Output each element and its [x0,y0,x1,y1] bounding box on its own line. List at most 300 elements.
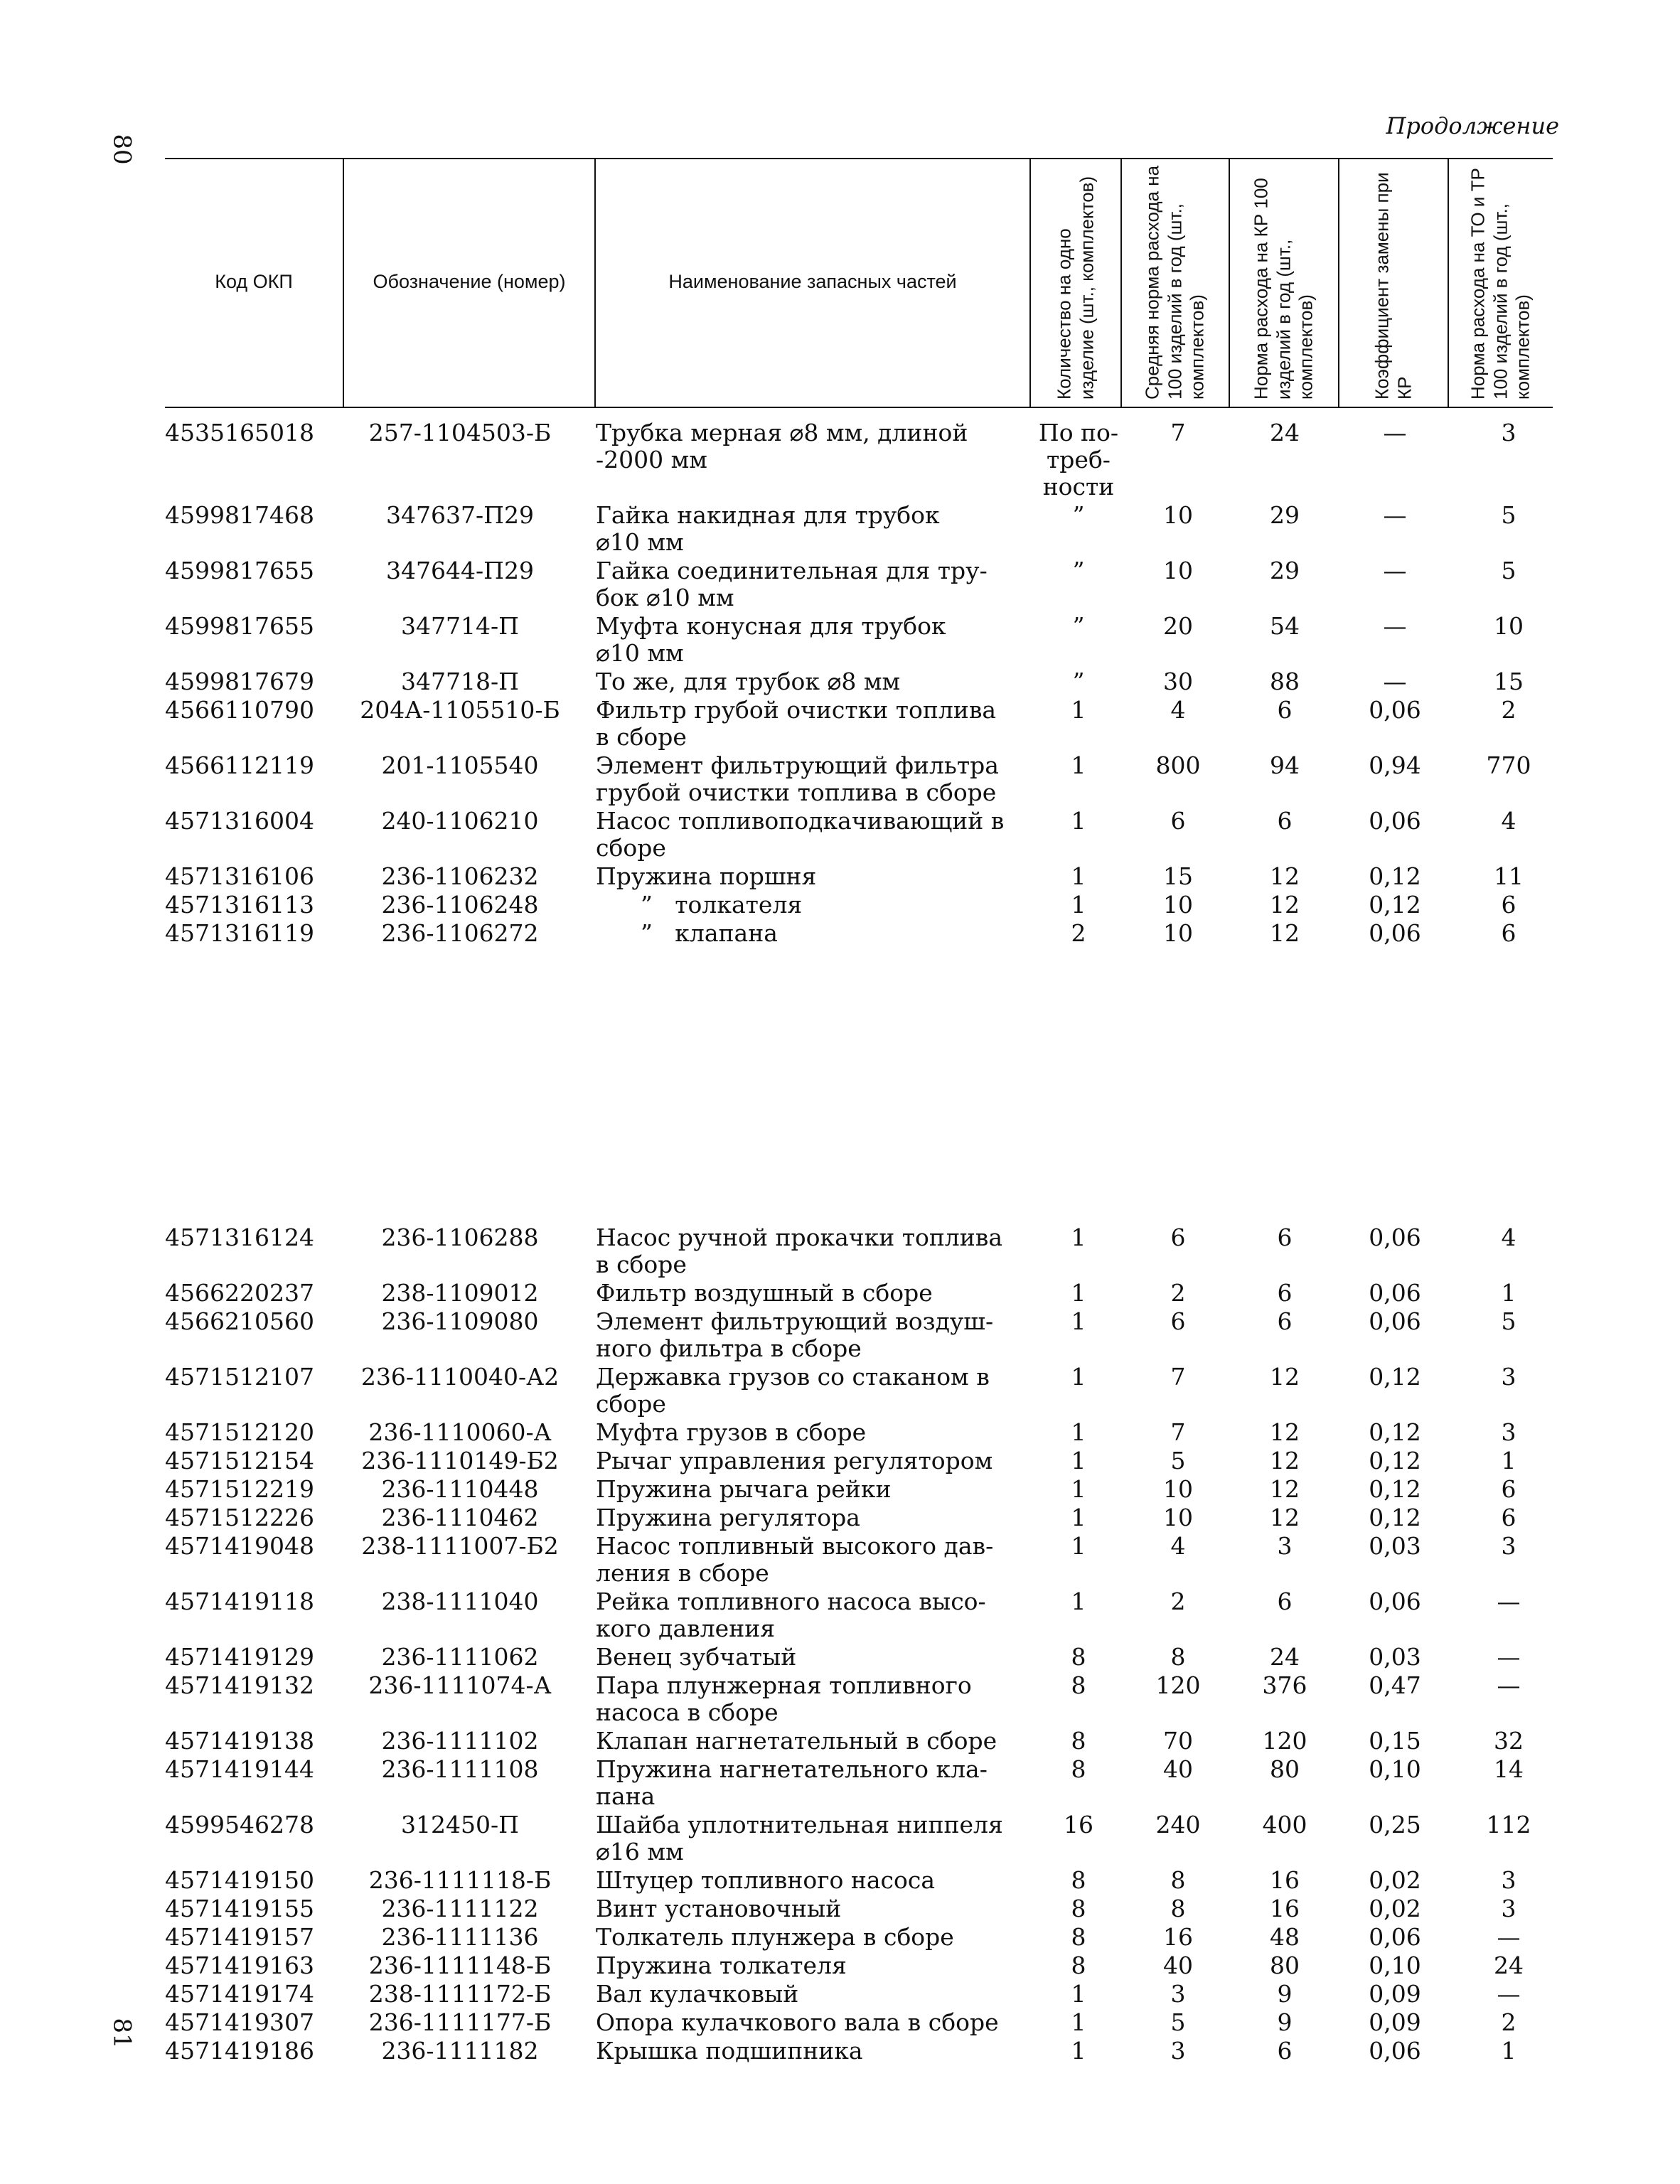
okp-code: 4571512219 [165,1475,314,1503]
header-bottom-rule [165,407,1553,408]
to-rate: 6 [1501,919,1516,947]
kr-rate: 12 [1270,862,1300,890]
table-row [165,1588,1553,1644]
qty-per-unit: 16 [1064,1811,1093,1838]
kr-rate: 376 [1262,1671,1307,1699]
part-number: 257-1104503-Б [368,419,552,446]
okp-code: 4571419157 [165,1923,314,1951]
qty-per-unit: ” [1072,612,1085,640]
part-number: 236-1110462 [381,1504,539,1531]
kr-rate: 6 [1277,807,1293,835]
avg-rate: 7 [1170,1418,1186,1446]
avg-rate: 6 [1170,807,1186,835]
replace-coef: 0,06 [1369,919,1421,947]
okp-code: 4571316004 [165,807,314,835]
okp-code: 4599817655 [165,557,314,584]
part-name: Шайба уплотнительная ниппеля ⌀16 мм [596,1811,1003,1866]
okp-code: 4571419048 [165,1532,314,1560]
table-row [165,1533,1553,1588]
part-number: 236-1111118-Б [368,1866,552,1894]
part-number: 236-1111108 [381,1755,539,1783]
part-name: Винт установочный [596,1895,842,1922]
kr-rate: 80 [1270,1755,1300,1783]
part-name: Гайка накидная для трубок ⌀10 мм [596,501,940,556]
to-rate: 2 [1501,2008,1516,2036]
okp-code: 4571419155 [165,1895,314,1922]
avg-rate: 10 [1163,501,1193,529]
okp-code: 4599817468 [165,501,314,529]
kr-rate: 12 [1270,1447,1300,1474]
qty-per-unit: 8 [1071,1866,1086,1894]
replace-coef: 0,06 [1369,696,1421,724]
to-rate: 5 [1501,1307,1516,1335]
part-number: 236-1111122 [381,1895,539,1922]
avg-rate: 120 [1155,1671,1201,1699]
table-row [165,892,1553,920]
kr-rate: 54 [1270,612,1300,640]
avg-rate: 240 [1155,1811,1201,1838]
part-number: 236-1111102 [381,1727,539,1755]
part-number: 236-1110448 [381,1475,539,1503]
avg-rate: 2 [1170,1279,1186,1307]
table-row [165,1280,1553,1308]
to-rate: 3 [1501,1532,1516,1560]
avg-rate: 5 [1170,1447,1186,1474]
avg-rate: 2 [1170,1588,1186,1615]
avg-rate: 8 [1170,1866,1186,1894]
to-rate: 24 [1494,1952,1524,1979]
kr-rate: 9 [1277,1980,1293,2008]
okp-code: 4571512154 [165,1447,314,1474]
part-name: Насос топливоподкачивающий в сборе [596,807,1005,862]
part-name: Муфта конусная для трубок ⌀10 мм [596,612,946,667]
part-name: Трубка мерная ⌀8 мм, длиной -2000 мм [596,419,968,473]
replace-coef: 0,03 [1369,1643,1421,1671]
kr-rate: 88 [1270,668,1300,695]
kr-rate: 400 [1262,1811,1307,1838]
part-name: Пружина нагнетательного кла- пана [596,1755,988,1810]
table-row [165,1756,1553,1811]
to-rate: 4 [1501,807,1516,835]
part-name: Пружина поршня [596,862,817,890]
part-number: 347644-П29 [386,557,534,584]
replace-coef: 0,12 [1369,862,1421,890]
replace-coef: 0,02 [1369,1895,1421,1922]
kr-rate: 24 [1270,419,1300,446]
qty-per-unit: 1 [1071,862,1086,890]
to-rate: 10 [1494,612,1524,640]
kr-rate: 29 [1270,557,1300,584]
to-rate: 3 [1501,1363,1516,1391]
qty-per-unit: 8 [1071,1727,1086,1755]
to-rate: 1 [1501,2037,1516,2065]
table-row [165,920,1553,948]
part-number: 236-1111062 [381,1643,539,1671]
header-avg [1122,159,1229,405]
part-number: 236-1106288 [381,1224,539,1251]
qty-per-unit: 1 [1071,1504,1086,1531]
avg-rate: 15 [1163,862,1193,890]
to-rate: 3 [1501,1866,1516,1894]
part-name: Пружина рычага рейки [596,1475,892,1503]
qty-per-unit: 1 [1071,1224,1086,1251]
replace-coef: 0,06 [1369,1279,1421,1307]
okp-code: 4599817679 [165,668,314,695]
qty-per-unit: 1 [1071,1447,1086,1474]
avg-rate: 6 [1170,1224,1186,1251]
qty-per-unit: 1 [1071,1307,1086,1335]
replace-coef: 0,12 [1369,1504,1421,1531]
qty-per-unit: 8 [1071,1923,1086,1951]
kr-rate: 12 [1270,1418,1300,1446]
table-row [165,557,1553,613]
okp-code: 4571512107 [165,1363,314,1391]
to-rate: 6 [1501,1475,1516,1503]
table-row [165,808,1553,863]
avg-rate: 40 [1163,1755,1193,1783]
replace-coef: 0,12 [1369,1418,1421,1446]
replace-coef: 0,12 [1369,1447,1421,1474]
replace-coef: — [1383,612,1407,640]
part-number: 347718-П [401,668,519,695]
to-rate: 4 [1501,1224,1516,1251]
part-name: Насос топливный высокого дав- ления в сборе [596,1532,994,1587]
replace-coef: 0,47 [1369,1671,1421,1699]
table-row [165,1728,1553,1756]
replace-coef: 0,06 [1369,1307,1421,1335]
avg-rate: 30 [1163,668,1193,695]
kr-rate: 16 [1270,1895,1300,1922]
part-number: 236-1111182 [381,2037,539,2065]
avg-rate: 10 [1163,1504,1193,1531]
avg-rate: 10 [1163,919,1193,947]
qty-per-unit: 1 [1071,807,1086,835]
avg-rate: 10 [1163,1475,1193,1503]
part-number: 236-1110040-А2 [360,1363,560,1391]
part-number: 236-1111177-Б [368,2008,552,2036]
to-rate: 15 [1494,668,1524,695]
part-name: Венец зубчатый [596,1643,797,1671]
table-row [165,2038,1553,2066]
part-name: ” клапана [596,919,778,947]
part-number: 240-1106210 [381,807,539,835]
okp-code: 4571419144 [165,1755,314,1783]
replace-coef: 0,12 [1369,1475,1421,1503]
part-name: Пружина регулятора [596,1504,860,1531]
replace-coef: 0,25 [1369,1811,1421,1838]
avg-rate: 8 [1170,1643,1186,1671]
part-number: 236-1106248 [381,891,539,919]
avg-rate: 10 [1163,557,1193,584]
qty-per-unit: 1 [1071,696,1086,724]
replace-coef: 0,12 [1369,891,1421,919]
replace-coef: 0,03 [1369,1532,1421,1560]
qty-per-unit: 1 [1071,2008,1086,2036]
okp-code: 4566220237 [165,1279,314,1307]
okp-code: 4571316119 [165,919,314,947]
okp-code: 4571419174 [165,1980,314,2008]
header-qty-text: Количество на одно изделие (шт., комплектов) [1053,176,1097,400]
avg-rate: 8 [1170,1895,1186,1922]
avg-rate: 5 [1170,2008,1186,2036]
kr-rate: 16 [1270,1866,1300,1894]
qty-per-unit: По по- треб- ности [1038,419,1119,500]
kr-rate: 12 [1270,919,1300,947]
kr-rate: 24 [1270,1643,1300,1671]
to-rate: 3 [1501,1895,1516,1922]
table-row [165,1981,1553,2009]
to-rate: 770 [1486,751,1531,779]
avg-rate: 4 [1170,696,1186,724]
part-name: Насос ручной прокачки топлива в сборе [596,1224,1003,1278]
replace-coef: 0,15 [1369,1727,1421,1755]
replace-coef: 0,06 [1369,1588,1421,1615]
table-row [165,1419,1553,1447]
table-row [165,1672,1553,1728]
okp-code: 4571419132 [165,1671,314,1699]
replace-coef: 0,02 [1369,1866,1421,1894]
qty-per-unit: 1 [1071,1588,1086,1615]
to-rate: — [1497,1588,1521,1615]
okp-code: 4571419186 [165,2037,314,2065]
table-row [165,1924,1553,1952]
kr-rate: 29 [1270,501,1300,529]
to-rate: 6 [1501,1504,1516,1531]
part-number: 236-1110149-Б2 [361,1447,559,1474]
qty-per-unit: 1 [1071,1363,1086,1391]
table-row [165,1476,1553,1504]
part-number: 236-1106232 [381,862,539,890]
qty-per-unit: 1 [1071,1279,1086,1307]
qty-per-unit: 1 [1071,1980,1086,2008]
to-rate: 32 [1494,1727,1524,1755]
part-name: Элемент фильтрующий фильтра грубой очистки топлива в сборе [596,751,999,806]
header-to-text: Норма расхода на ТО и ТР 100 изделий в год (шт., комплектов) [1467,168,1534,400]
qty-per-unit: ” [1072,557,1085,584]
qty-per-unit: 1 [1071,1532,1086,1560]
to-rate: 5 [1501,501,1516,529]
table-body-bottom [165,1224,1553,2066]
okp-code: 4571316113 [165,891,314,919]
okp-code: 4571419163 [165,1952,314,1979]
table-row [165,1867,1553,1895]
kr-rate: 6 [1277,2037,1293,2065]
header-avg-text: Средняя норма расхода на 100 изделий в год (шт., комплектов) [1141,165,1208,400]
okp-code: 4566210560 [165,1307,314,1335]
kr-rate: 12 [1270,1504,1300,1531]
part-number: 236-1110060-А [368,1418,552,1446]
table-row [165,502,1553,557]
avg-rate: 3 [1170,2037,1186,2065]
part-name: Толкатель плунжера в сборе [596,1923,954,1951]
to-rate: 11 [1494,862,1524,890]
table-row [165,1952,1553,1981]
okp-code: 4599817655 [165,612,314,640]
header-coef [1339,159,1448,405]
part-name: Клапан нагнетательный в сборе [596,1727,997,1755]
kr-rate: 6 [1277,1279,1293,1307]
qty-per-unit: 1 [1071,2037,1086,2065]
okp-code: 4535165018 [165,419,314,446]
qty-per-unit: ” [1072,668,1085,695]
continuation-label: Продолжение [1386,112,1559,139]
table-row [165,1644,1553,1672]
to-rate: 3 [1501,419,1516,446]
table-body-top [165,419,1553,948]
part-name: Фильтр воздушный в сборе [596,1279,933,1307]
part-number: 236-1111074-А [368,1671,552,1699]
kr-rate: 9 [1277,2008,1293,2036]
header-kr-text: Норма расхода на КР 100 изделий в год (шт., комплектов) [1250,178,1317,400]
part-name: Опора кулачкового вала в сборе [596,2008,999,2036]
kr-rate: 6 [1277,1224,1293,1251]
part-name: Рейка топливного насоса высо- кого давления [596,1588,986,1642]
replace-coef: 0,06 [1369,1923,1421,1951]
avg-rate: 7 [1170,1363,1186,1391]
table-row [165,863,1553,892]
replace-coef: 0,10 [1369,1952,1421,1979]
to-rate: 112 [1486,1811,1531,1838]
table-row [165,419,1553,502]
part-name: Державка грузов со стаканом в сборе [596,1363,990,1418]
part-name: Вал кулачковый [596,1980,799,2008]
part-number: 347637-П29 [386,501,534,529]
qty-per-unit: 1 [1071,891,1086,919]
part-name: Гайка соединительная для тру- бок ⌀10 мм [596,557,988,611]
part-number: 238-1111007-Б2 [361,1532,559,1560]
kr-rate: 6 [1277,1588,1293,1615]
okp-code: 4571512120 [165,1418,314,1446]
table-row [165,1308,1553,1364]
replace-coef: 0,12 [1369,1363,1421,1391]
part-name: Элемент фильтрующий воздуш- ного фильтра в сборе [596,1307,994,1362]
part-name: Муфта грузов в сборе [596,1418,867,1446]
okp-code: 4571419138 [165,1727,314,1755]
okp-code: 4571419150 [165,1866,314,1894]
qty-per-unit: 2 [1071,919,1086,947]
okp-code: 4571419118 [165,1588,314,1615]
to-rate: 1 [1501,1447,1516,1474]
table-row [165,1224,1553,1280]
qty-per-unit: 1 [1071,1418,1086,1446]
kr-rate: 80 [1270,1952,1300,1979]
kr-rate: 6 [1277,696,1293,724]
part-number: 204А-1105510-Б [360,696,560,724]
qty-per-unit: 1 [1071,1475,1086,1503]
replace-coef: 0,06 [1369,1224,1421,1251]
avg-rate: 70 [1163,1727,1193,1755]
header-coef-text: Коэффициент замены при КР [1371,172,1415,400]
header-qty [1031,159,1120,405]
okp-code: 4571316124 [165,1224,314,1251]
part-name: То же, для трубок ⌀8 мм [596,668,901,695]
okp-code: 4571316106 [165,862,314,890]
part-number: 312450-П [401,1811,519,1838]
header-number: Обозначение (номер) [373,271,566,293]
to-rate: 3 [1501,1418,1516,1446]
to-rate: — [1497,1643,1521,1671]
to-rate: — [1497,1671,1521,1699]
qty-per-unit: 8 [1071,1952,1086,1979]
kr-rate: 48 [1270,1923,1300,1951]
okp-code: 4571419307 [165,2008,314,2036]
replace-coef: 0,06 [1369,807,1421,835]
replace-coef: — [1383,501,1407,529]
table-row [165,1364,1553,1419]
kr-rate: 6 [1277,1307,1293,1335]
part-number: 238-1111172-Б [368,1980,552,2008]
to-rate: 14 [1494,1755,1524,1783]
header-name: Наименование запасных частей [668,271,957,293]
avg-rate: 20 [1163,612,1193,640]
table-row [165,1447,1553,1476]
kr-rate: 94 [1270,751,1300,779]
table-row [165,1504,1553,1533]
avg-rate: 16 [1163,1923,1193,1951]
part-number: 347714-П [401,612,519,640]
part-name: Крышка подшипника [596,2037,863,2065]
qty-per-unit: 8 [1071,1895,1086,1922]
table-row [165,668,1553,697]
avg-rate: 4 [1170,1532,1186,1560]
replace-coef: 0,10 [1369,1755,1421,1783]
replace-coef: — [1383,419,1407,446]
replace-coef: 0,94 [1369,751,1421,779]
part-name: Фильтр грубой очистки топлива в сборе [596,696,997,751]
to-rate: 5 [1501,557,1516,584]
replace-coef: — [1383,557,1407,584]
header-to [1449,159,1553,405]
to-rate: 1 [1501,1279,1516,1307]
kr-rate: 120 [1262,1727,1307,1755]
qty-per-unit: 1 [1071,751,1086,779]
part-name: ” толкателя [596,891,803,919]
replace-coef: 0,09 [1369,2008,1421,2036]
okp-code: 4566112119 [165,751,314,779]
part-number: 236-1111136 [381,1923,539,1951]
avg-rate: 40 [1163,1952,1193,1979]
kr-rate: 12 [1270,1363,1300,1391]
okp-code: 4571419129 [165,1643,314,1671]
to-rate: 2 [1501,696,1516,724]
to-rate: 6 [1501,891,1516,919]
qty-per-unit: 8 [1071,1755,1086,1783]
table-row [165,1895,1553,1924]
part-name: Рычаг управления регулятором [596,1447,993,1474]
part-name: Пара плунжерная топливного насоса в сборе [596,1671,972,1726]
table-row [165,2009,1553,2038]
avg-rate: 10 [1163,891,1193,919]
table-row [165,752,1553,808]
replace-coef: 0,09 [1369,1980,1421,2008]
page-number-bottom: 81 [107,2018,137,2049]
okp-code: 4566110790 [165,696,314,724]
header-okp: Код ОКП [215,271,293,293]
okp-code: 4599546278 [165,1811,314,1838]
replace-coef: 0,06 [1369,2037,1421,2065]
part-number: 236-1109080 [381,1307,539,1335]
avg-rate: 6 [1170,1307,1186,1335]
kr-rate: 12 [1270,891,1300,919]
part-number: 236-1111148-Б [368,1952,552,1979]
part-number: 238-1109012 [381,1279,539,1307]
qty-per-unit: 8 [1071,1671,1086,1699]
avg-rate: 3 [1170,1980,1186,2008]
part-number: 238-1111040 [381,1588,539,1615]
page-number-top: 80 [107,134,137,165]
qty-per-unit: 8 [1071,1643,1086,1671]
part-number: 236-1106272 [381,919,539,947]
